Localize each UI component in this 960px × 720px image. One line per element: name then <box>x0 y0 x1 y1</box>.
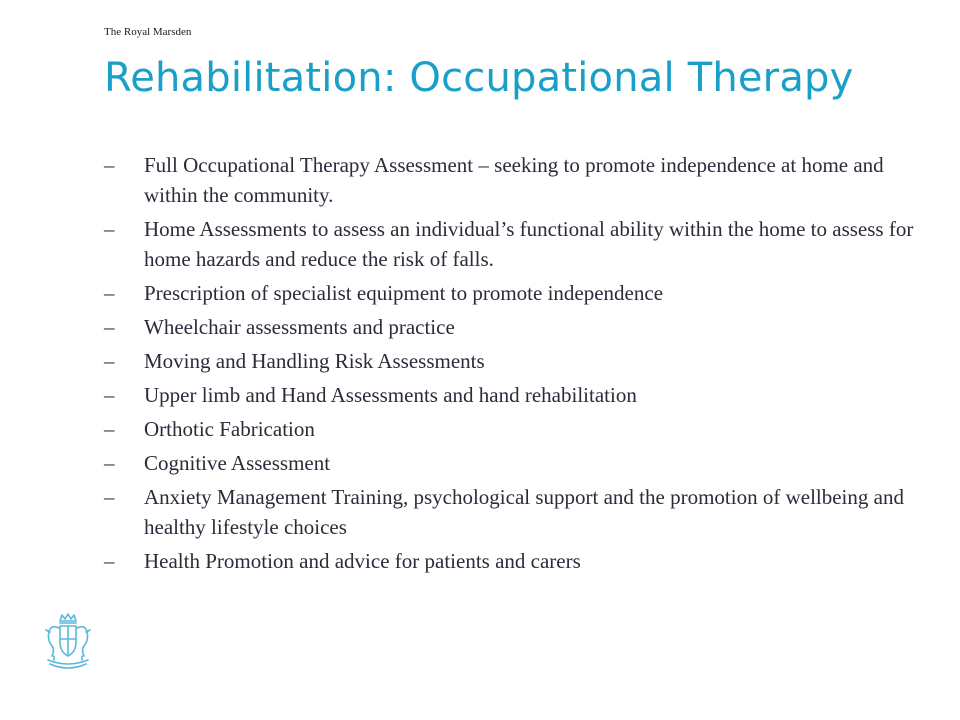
bullet-item <box>104 278 924 308</box>
bullet-text: Anxiety Management Training, psychological support and the promotion of wellbeing and healthy lifestyle choices <box>144 485 904 539</box>
bullet-text: Health Promotion and advice for patients and carers <box>144 549 581 573</box>
bullet-dash: – <box>104 451 115 475</box>
bullet-text: Cognitive Assessment <box>144 451 331 475</box>
bullet-dash: – <box>104 485 115 509</box>
bullet-text: Home Assessments to assess an individual’s functional ability within the home to assess for home hazards and reduce the risk of falls. <box>144 217 914 271</box>
bullet-text: Orthotic Fabrication <box>144 417 315 441</box>
bullet-text: Wheelchair assessments and practice <box>144 315 455 339</box>
bullet-text: Moving and Handling Risk Assessments <box>144 349 485 373</box>
bullet-item <box>104 214 924 274</box>
bullet-text: Upper limb and Hand Assessments and hand rehabilitation <box>144 383 637 407</box>
organization-name: The Royal Marsden <box>104 26 192 38</box>
bullet-item <box>104 150 924 210</box>
bullet-item <box>104 380 924 410</box>
bullet-item <box>104 414 924 444</box>
royal-marsden-crest-icon <box>40 612 96 672</box>
bullet-dash: – <box>104 549 115 573</box>
bullet-dash: – <box>104 153 115 177</box>
bullet-dash: – <box>104 315 115 339</box>
bullet-item <box>104 346 924 376</box>
bullet-dash: – <box>104 383 115 407</box>
bullet-text: Full Occupational Therapy Assessment – seeking to promote independence at home and within the community. <box>144 153 884 207</box>
bullet-dash: – <box>104 217 115 241</box>
bullet-list <box>104 150 924 580</box>
bullet-item <box>104 448 924 478</box>
bullet-item <box>104 546 924 576</box>
bullet-item <box>104 312 924 342</box>
bullet-dash: – <box>104 349 115 373</box>
bullet-dash: – <box>104 281 115 305</box>
slide-title: Rehabilitation: Occupational Therapy <box>104 55 854 101</box>
bullet-dash: – <box>104 417 115 441</box>
bullet-text: Prescription of specialist equipment to promote independence <box>144 281 664 305</box>
bullet-item <box>104 482 924 542</box>
